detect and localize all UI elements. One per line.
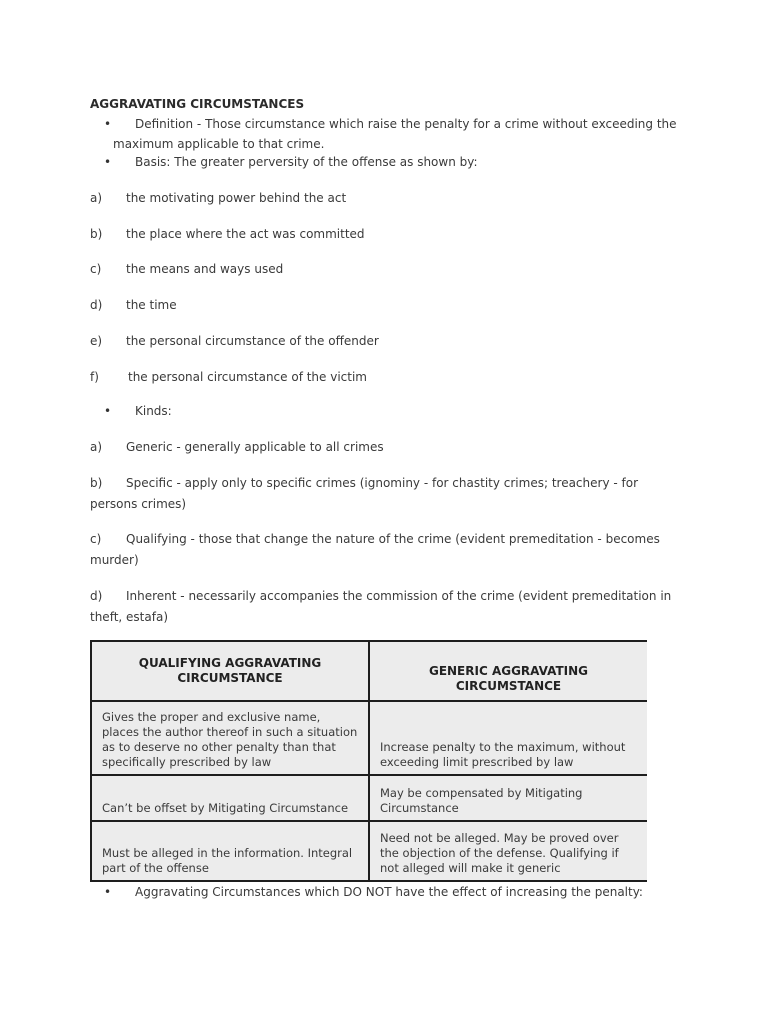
table-row [91, 821, 647, 881]
table-header-row [91, 641, 647, 701]
list-item-text-continued: theft, estafa) [90, 610, 168, 624]
bullet-icon: • [104, 155, 112, 169]
table-cell: Can’t be offset by Mitigating Circumstance [91, 775, 369, 821]
list-marker: c) [90, 262, 102, 276]
table-row [91, 701, 647, 775]
list-item-text: Qualifying - those that change the nature of the crime (evident premeditation - becomes [126, 532, 660, 546]
list-marker: a) [90, 440, 103, 454]
table-header-generic: GENERIC AGGRAVATING CIRCUMSTANCE [369, 641, 647, 701]
list-item-text: the place where the act was committed [126, 227, 365, 241]
definition-line2: maximum applicable to that crime. [113, 137, 325, 151]
list-item-text: the personal circumstance of the offender [126, 334, 379, 348]
section-title: AGGRAVATING CIRCUMSTANCES [90, 97, 305, 111]
bullet-icon: • [104, 885, 112, 899]
list-item-text-continued: murder) [90, 553, 139, 567]
list-marker: b) [90, 476, 103, 490]
table-row [91, 775, 647, 821]
list-marker: c) [90, 532, 102, 546]
bullet-icon: • [104, 404, 112, 418]
list-item-text: the motivating power behind the act [126, 191, 347, 205]
list-marker: f) [90, 370, 99, 384]
list-marker: d) [90, 298, 103, 312]
list-item-text: the means and ways used [126, 262, 284, 276]
list-marker: d) [90, 589, 103, 603]
kinds-label: Kinds: [135, 404, 172, 418]
list-item-text-continued: persons crimes) [90, 497, 187, 511]
table-cell: Increase penalty to the maximum, without exceeding limit prescribed by law [369, 701, 647, 775]
list-marker: b) [90, 227, 103, 241]
table-cell: May be compensated by Mitigating Circumstance [369, 775, 647, 821]
footer-bullet-text: Aggravating Circumstances which DO NOT have the effect of increasing the penalty: [135, 885, 643, 899]
basis-text: Basis: The greater perversity of the offense as shown by: [135, 155, 478, 169]
list-marker: a) [90, 191, 103, 205]
list-item-text: Generic - generally applicable to all crimes [126, 440, 384, 454]
list-item-text: the time [126, 298, 177, 312]
list-item-text: Specific - apply only to specific crimes (ignominy - for chastity crimes; treachery - for [126, 476, 639, 490]
list-item-text: the personal circumstance of the victim [128, 370, 367, 384]
table-header-qualifying: QUALIFYING AGGRAVATING CIRCUMSTANCE [91, 641, 369, 701]
table-cell: Gives the proper and exclusive name, places the author thereof in such a situation as to deserve no other penalty than that specifically prescribed by law [91, 701, 369, 775]
list-marker: e) [90, 334, 103, 348]
bullet-icon: • [104, 117, 112, 131]
table-cell: Must be alleged in the information. Integral part of the offense [91, 821, 369, 881]
list-item-text: Inherent - necessarily accompanies the commission of the crime (evident premeditation in [126, 589, 672, 603]
table-cell: Need not be alleged. May be proved over the objection of the defense. Qualifying if not alleged will make it generic [369, 821, 647, 881]
comparison-table [90, 640, 647, 882]
definition-line1: Definition - Those circumstance which raise the penalty for a crime without exceeding the [135, 117, 677, 131]
